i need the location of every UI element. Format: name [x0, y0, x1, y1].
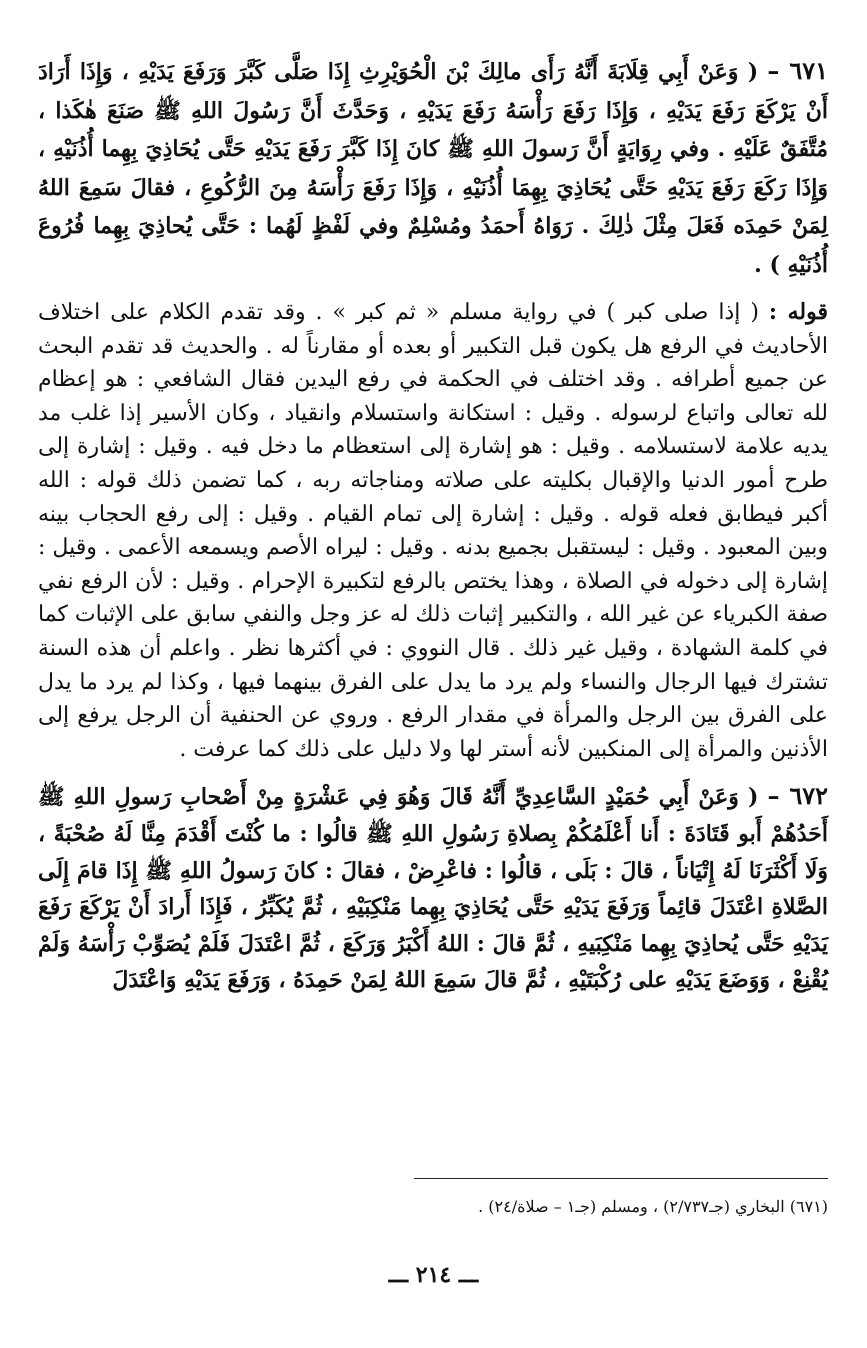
footnote: (٦٧١) البخاري (جـ٢/٧٣٧) ، ومسلم (جـ١ – صلاة/٢٤) . [478, 1197, 828, 1216]
hadith-text: ( وَعَنْ أَبِي قِلَابَةَ أَنَّهُ رَأَى مالِكَ بْنَ الْحُوَيْرِثِ إِذَا صَلَّى كَبَّرَ وَرَفَعَ يَدَيْهِ ، وَإِذَا أَرَادَ أَنْ يَرْكَعَ رَفَعَ يَدَيْهِ ، وَإِذَا رَفَعَ رَأْسَهُ رَفَعَ يَدَيْهِ ، وَحَدَّثَ أَنَّ رَسُولَ اللهِ ﷺ صَنَعَ هٰكَذا ، مُتَّفَقٌ عَلَيْهِ . وفي رِوَايَةٍ أَنَّ رَسولَ اللهِ ﷺ كانَ إِذَا كَبَّرَ رَفَعَ يَدَيْهِ حَتَّى يُحَاذِيَ بِهِما أُذُنَيْهِ ، وَإِذَا رَكَعَ رَفَعَ يَدَيْهِ حَتَّى يُحَاذِيَ بِهِمَا أُذُنَيْهِ ، وَإِذَا رَفَعَ رَأْسَهُ مِنَ الرُّكُوعِ ، فقالَ سَمِعَ اللهُ لِمَنْ حَمِدَه فَعَلَ مِثْلَ ذٰلِكَ . رَوَاهُ أَحمَدُ ومُسْلِمٌ وفي لَفْظٍ لَهُما : حَتَّى يُحاذِيَ بِهِما فُرُوعَ أُذُنَيْهِ ) . [38, 59, 828, 278]
page-body [38, 52, 828, 999]
commentary-text: ( إذا صلى كبر ) في رواية مسلم « ثم كبر » . وقد تقدم الكلام على اختلاف الأحاديث في الرفع هل يكون قبل التكبير أو بعده أو مقارناً له . والحديث قد تقدم البحث عن جميع أطرافه . وقد اختلف في الحكمة في رفع اليدين فقال الشافعي : هو إعظام لله تعالى واتباع لرسوله . وقيل : استكانة واستسلام وانقياد ، وكان الأسير إذا غلب مد يديه علامة لاستسلامه . وقيل : هو إشارة إلى استعظام ما دخل فيه . وقيل : إشارة إلى طرح أمور الدنيا والإقبال بكليته على صلاته ومناجاته ربه ، كما تضمن ذلك قوله : الله أكبر فيطابق فعله قوله . وقيل : إشارة إلى تمام القيام . وقيل : إلى رفع الحجاب بينه وبين المعبود . وقيل : ليستقبل بجميع بدنه . وقيل : ليراه الأصم ويسمعه الأعمى . وقيل : إشارة إلى دخوله في الصلاة ، وهذا يختص بالرفع لتكبيرة الإحرام . وقيل : لأن الرفع نفي صفة الكبرياء عن غير الله ، والتكبير إثبات ذلك له عز وجل والنفي سابق على الإثبات كما في كلمة الشهادة ، وقيل غير ذلك . قال النووي : في أكثرها نظر . واعلم أن هذه السنة تشترك فيها الرجال والنساء ولم يرد ما يدل على الفرق بينهما فيها ، وكذا لم يرد ما يدل على الفرق بين الرجل والمرأة في مقدار الرفع . وروي عن الحنفية أن الرجل يرفع إلى الأذنين والمرأة إلى المنكبين لأنه أستر لها ولا دليل على ذلك كما عرفت . [38, 300, 828, 762]
hadith-text: ( وَعَنْ أَبِي حُمَيْدٍ السَّاعِدِيِّ أَنَّهُ قَالَ وَهُوَ فِي عَشْرَةٍ مِنْ أَصْحابِ رَسولِ اللهِ ﷺ أَحَدُهُمْ أَبو قَتَادَةَ : أَنا أَعْلَمُكُمْ بِصلاةِ رَسُولِ اللهِ ﷺ قالُوا : ما كُنْتَ أَقْدَمَ مِنَّا لَهُ صُحْبَةً ، وَلَا أَكْثَرَنَا لَهُ إِتْيَاناً ، قالَ : بَلَى ، قالُوا : فاعْرِضْ ، فقالَ : كانَ رَسولُ اللهِ ﷺ إِذَا قامَ إِلَى الصَّلاةِ اعْتَدَلَ قائِماً وَرَفَعَ يَدَيْهِ حَتَّى يُحَاذِيَ بِهِما مَنْكِبَيْهِ ، ثُمَّ يُكَبِّرُ ، فَإِذَا أَرادَ أَنْ يَرْكَعَ رَفَعَ يَدَيْهِ حَتَّى يُحاذِيَ بِهِما مَنْكِبَيهِ ، ثُمَّ قالَ : اللهُ أَكْبَرُ وَرَكَعَ ، ثُمَّ اعْتَدَلَ فَلَمْ يُصَوِّبْ رَأْسَهُ وَلَمْ يُقْنِعْ ، وَوَضَعَ يَدَيْهِ على رُكْبَتَيْهِ ، ثُمَّ قالَ سَمِعَ اللهُ لِمَنْ حَمِدَهُ ، وَرَفَعَ يَدَيْهِ وَاعْتَدَلَ [38, 784, 828, 994]
commentary-paragraph [38, 296, 828, 766]
hadith-671 [38, 52, 828, 284]
commentary-keyword: قوله : [768, 299, 828, 325]
hadith-number: ٦٧١ – [767, 56, 828, 85]
footnote-divider [414, 1178, 828, 1179]
page-number: ـــ ٢١٤ ـــ [388, 1262, 479, 1288]
hadith-672 [38, 778, 828, 999]
hadith-number: ٦٧٢ – [767, 781, 828, 811]
